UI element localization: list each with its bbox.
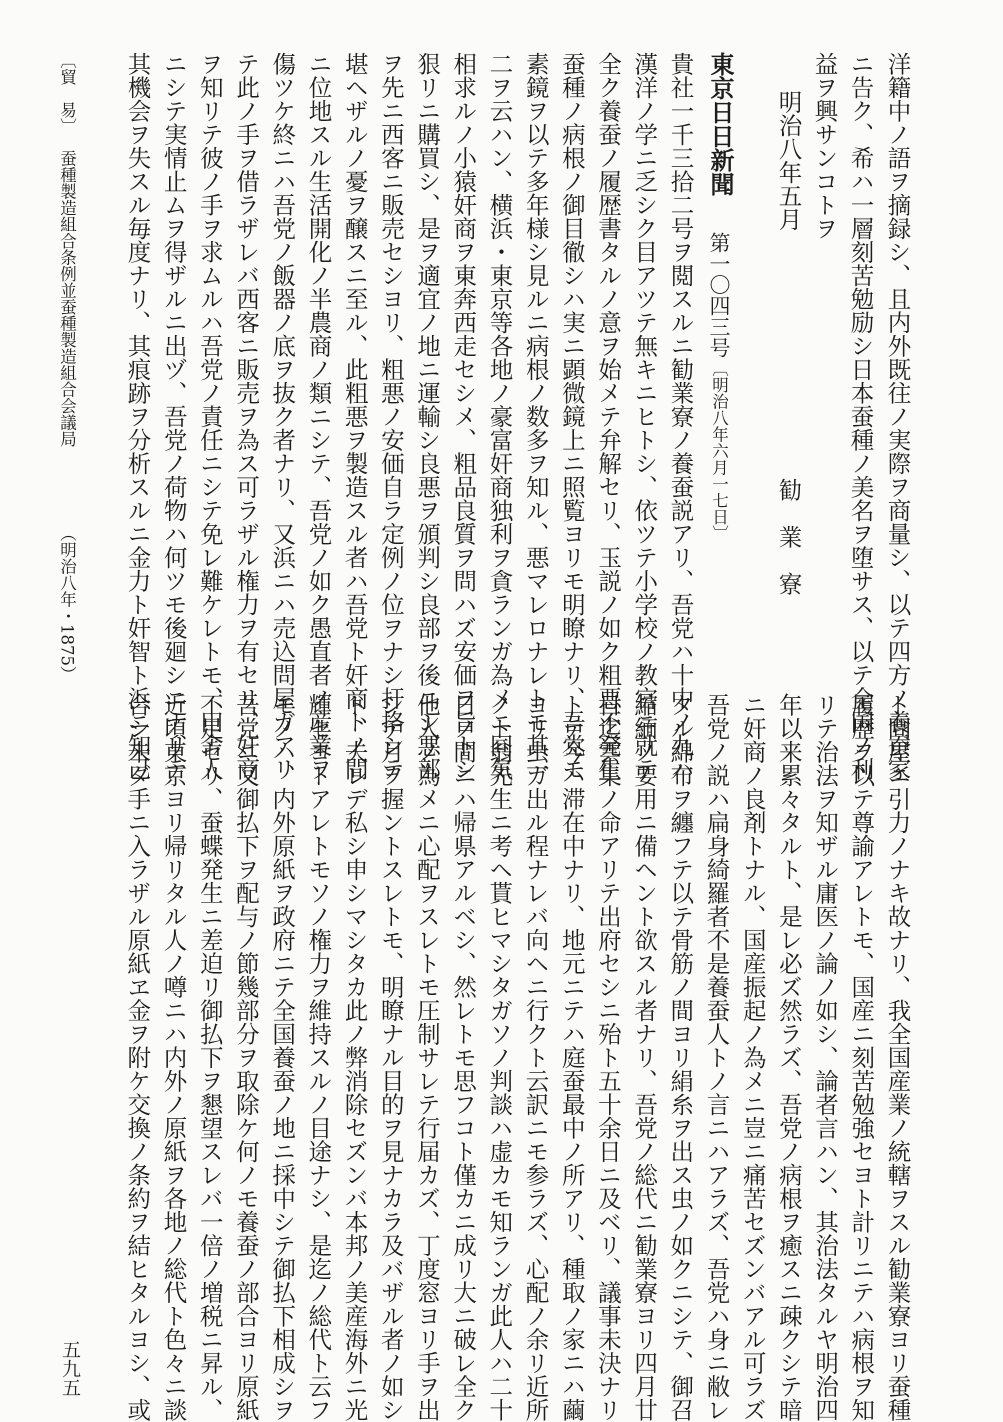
- text-column: 縮緬ノ要用ニ備ヘント欲スル者ナリ、吾党ノ総代ニ勧業寮ヨリ四月廿: [630, 693, 659, 1422]
- article-column: 二ヲ云ハン、横浜・東京等各地ノ豪富奸商独利ヲ貪ランガ為メニ同気: [485, 52, 514, 781]
- article-column: ニ位地スル生活開化ノ半農商ノ類ニシテ、吾党ノ如ク愚直者ノ産業ヲ: [304, 52, 333, 781]
- article-column: 貴社一千三拾二号ヲ閲スルニ勧業寮ノ養蚕説アリ、吾党ハ十中ノ九ハ: [666, 52, 695, 781]
- text-column: シテ月ヲ握ントスレトモ、明瞭ナル目的ヲ見ナカラ及バザル者ノ如シ: [376, 693, 405, 1422]
- footer-section-label: 〔貿 易〕: [57, 52, 77, 135]
- footer-document-title: 蚕種製造組合条例並蚕種製造組合会議局: [57, 150, 77, 447]
- article-column: 素鏡ヲ以テ多年様シ見ルニ病根ノ数多ヲ知ル、悪マレロナレトモ其一: [521, 52, 550, 781]
- article-column: ヲ知リテ彼ノ手ヲ求ムルハ吾党ノ責任ニシテ免レ難ケレトモ、田舎人: [195, 52, 224, 781]
- text-column: タル綿布ヲ纏フテ以テ骨筋ノ間ヨリ絹糸ヲ出ス虫ノ如クニシテ、御召: [666, 693, 695, 1422]
- text-column: モノハ、内外原紙ヲ政府ニテ全国養蚕ノ地ニ採中シテ御払下相成シヲ: [268, 693, 297, 1422]
- text-column: 他人ノ為メニ心配ヲスレトモ圧制サレテ行届カズ、丁度窓ヨリ手ヲ出: [412, 693, 441, 1422]
- article-column: 漢洋ノ学ニ乏シク目アツテ無キニヒトシ、依ツテ小学校ノ教官ニ就テ: [630, 52, 659, 781]
- text-column: ト問屋ニ引力ノナキ故ナリ、我全国産業ノ統轄ヲスル勧業寮ヨリ蚕種: [883, 693, 912, 1422]
- text-column: ニ奸商ノ良剤トナル、国産振起ノ為メニ豈ニ痛苦セズンバアル可ラズ: [738, 693, 767, 1422]
- article-column: 全ク養蚕ノ履歴書タルノ意ヲ始メテ弁解セリ、玉説ノ如ク粗悪不発生: [594, 52, 623, 781]
- text-column: 近頃東京ヨリ帰リタル人ノ噂ニハ内外ノ原紙ヲ各地ノ総代ト色々ニ談: [159, 693, 188, 1422]
- proclamation-author: 勧 業 寮: [774, 478, 803, 596]
- text-column: 合シ未ダ手ニ入ラザル原紙ヱ金ヲ附ケ交換ノ条約ヲ結ヒタルヨシ、或: [123, 693, 152, 1422]
- text-column: 日迄雲集ノ命アリテ出府セシニ殆ト五十余日ニ及ベリ、議事未決ナリ: [593, 693, 622, 1422]
- text-column: ヨリ虫ガ出ル程ナレバ向ヘニ行クト云訳ニモ参ラズ、心配ノ余リ近所: [521, 693, 550, 1422]
- text-column: ニ告ク、希ハ一層刻苦勉励シ日本蚕種ノ美名ヲ堕サス、以テ全国ノ利: [846, 52, 875, 781]
- text-column: リテ治法ヲ知ザル庸医ノ論ノ如シ、論者言ハン、其治法タルヤ明治四: [811, 693, 840, 1422]
- article-column: 蚕種ノ病根ノ御目徹シハ実ニ顕微鏡上ニ照覧ヨリモ明瞭ナリ、吾党モ: [557, 52, 586, 781]
- newspaper-title: 東京日日新聞: [706, 52, 735, 196]
- text-column: 輝セヨトアレトモソノ権力ヲ維持スルノ目途ナシ、是迄ノ総代ト云フ: [304, 693, 333, 1422]
- article-column: 傷ツケ終ニハ吾党ノ飯器ノ底ヲ抜ク者ナリ、又浜ニハ売込問屋ガアリ: [268, 52, 297, 781]
- text-column: ト、夫レデ私シ申シマシタカ此ノ弊消除セズンバ本邦ノ美産海外ニ光: [340, 693, 369, 1422]
- article-column: テ此ノ手ヲ借ラザレバ西客ニ販売ヲ為ス可ラザル権力ヲ有セリ、奸商: [232, 52, 261, 781]
- article-column: 其機会ヲ失スル毎度ナリ、其痕跡ヲ分析スルニ金力ト奸智ト浜ニ知己: [123, 52, 152, 781]
- article-column: ニシテ実情止ムヲ得ザルニ出ヅ、吾党ノ荷物ハ何ツモ後廻シニナリテ: [159, 52, 188, 781]
- text-column: 日ノ間ニハ帰県アルベシ、然レトモ思フコト僅カニ成リ大ニ破レ全ク: [449, 693, 478, 1422]
- proclamation-date: 明治八年五月: [774, 90, 803, 231]
- text-column: 年以来累々タルト、是レ必ズ然ラズ、吾党ノ病根ヲ癒スニ疎クシテ暗: [774, 693, 803, 1422]
- issue-date: 〔明治八年六月一七日〕: [709, 360, 729, 542]
- text-column: 益ヲ興サンコトヲ: [810, 52, 839, 240]
- footer-year: （明治八年・1875）: [57, 525, 77, 683]
- text-column: ノト翁先生ニ考ヘ貰ヒマシタガソノ判談ハ虚カモ知ランガ此人ハ二十: [485, 693, 514, 1422]
- issue-number: 第一〇四三号: [707, 232, 731, 358]
- page-number: 五九五: [59, 1340, 81, 1397]
- text-column: トテ今ハ滞在中ナリ、地元ニテハ庭蚕最中ノ所アリ、種取ノ家ニハ繭: [557, 693, 586, 1422]
- article-column: ヲ先ニ西客ニ販売セシヨリ、粗悪ノ安価自ラ定例ノ位ヲナシ扞挌シテ: [376, 52, 405, 781]
- text-column: 不足セリ、蚕蝶発生ニ差迫リ御払下ヲ懇望スレバ一倍ノ増税ニ昇ル、: [195, 693, 224, 1422]
- article-column: 狠リニ購買シ、是ヲ適宜ノ地ニ運輸シ良悪ヲ頒判シ良部ヲ後ニシ悪部: [413, 52, 442, 781]
- text-column: 吾党ニ又御払下ヲ配与ノ節幾部分ヲ取除ケ何ノモ養蚕ノ部合ヨリ原紙: [231, 693, 260, 1422]
- article-column: 相求ルノ小猿奸商ヲ東奔西走セシメ、粗品良質ヲ問ハズ安価ヲ旨トシ: [449, 52, 478, 781]
- text-column: 洋籍中ノ語ヲ摘録シ、且内外既往ノ実際ヲ商量シ、以テ四方ノ養蚕家: [883, 52, 912, 781]
- text-column: 履歴ヲ以テ尊諭アレトモ、国産ニ刻苦勉強セヨト計リニテハ病根ヲ知: [847, 693, 876, 1422]
- article-column: 堪ヘザルノ憂ヲ醸スニ至ル、此粗悪ヲ製造スル者ハ吾党ト奸商トノ間: [340, 52, 369, 781]
- text-column: 吾党ノ説ハ扁身綺羅者不是養蚕人トノ言ニハアラズ、吾党ハ身ニ敝レ: [702, 693, 731, 1422]
